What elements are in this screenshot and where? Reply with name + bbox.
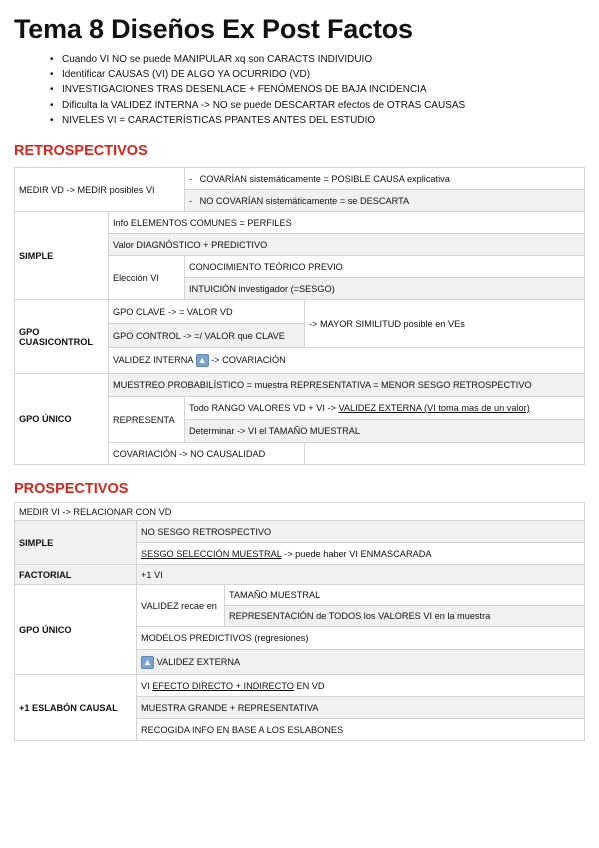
bullet-item: • Dificulta la VALIDEZ INTERNA -> NO se puede DESCARTAR efectos de OTRAS CAUSAS xyxy=(50,98,465,113)
page-title: Tema 8 Diseños Ex Post Factos xyxy=(14,14,413,44)
bullet-item: • NIVELES VI = CARACTERÍSTICAS PPANTES ANTES DEL ESTUDIO xyxy=(50,113,465,128)
cell-covariacion-no-causal: COVARIACIÓN -> NO CAUSALIDAD xyxy=(109,443,305,465)
validez-externa-text: VALIDEZ EXTERNA xyxy=(156,656,241,667)
cell-todo-rango xyxy=(185,397,585,420)
cell-simple-2: Valor DIAGNÓSTICO + PREDICTIVO xyxy=(109,234,585,256)
no-covarian-text: NO COVARÍAN sistemáticamente = se DESCARTA xyxy=(199,195,410,206)
cell-eleccion-vi: Elección VI xyxy=(109,256,185,300)
cell-muestra-grande: MUESTRA GRANDE + REPRESENTATIVA xyxy=(137,697,585,719)
cell-no-covarian: - NO COVARÍAN sistemáticamente = se DESCARTA xyxy=(185,190,585,212)
cell-covarian: - COVARÍAN sistemáticamente = POSIBLE CAUSA explicativa xyxy=(185,168,585,190)
row-label-cuasicontrol: GPO CUASICONTROL xyxy=(15,300,109,374)
retrospectivos-table xyxy=(14,167,585,465)
row-label-factorial: FACTORIAL xyxy=(15,565,137,585)
cell-mayor-similitud: -> MAYOR SIMILITUD posible en VEs xyxy=(305,300,585,348)
arrow-up-icon: ▲ xyxy=(141,656,154,669)
row-label-eslabon-causal: +1 ESLABÓN CAUSAL xyxy=(15,675,137,741)
cell-representacion: REPRESENTACIÓN de TODOS los VALORES VI en la muestra xyxy=(225,606,585,627)
cell-representa: REPRESENTA xyxy=(109,397,185,443)
covariacion-text: -> COVARIACIÓN xyxy=(211,354,286,365)
cell-modelos-predictivos: MODELOS PREDICTIVOS (regresiones) xyxy=(137,627,585,650)
validez-interna-text: VALIDEZ INTERNA xyxy=(113,354,193,365)
todo-rango-text: Todo RANGO VALORES VD + VI -> xyxy=(189,403,336,413)
cell-gpo-control: GPO CONTROL -> =/ VALOR que CLAVE xyxy=(109,324,305,348)
bullet-item: • Identificar CAUSAS (VI) DE ALGO YA OCURRIDO (VD) xyxy=(50,67,465,82)
vi-text: VI xyxy=(141,680,150,691)
cell-determinar: Determinar -> VI el TAMAÑO MUESTRAL xyxy=(185,420,585,443)
efecto-directo-text: EFECTO DIRECTO + INDIRECTO xyxy=(152,680,294,691)
row-label-simple: SIMPLE xyxy=(15,521,137,565)
sesgo-seleccion-text: SESGO SELECCIÓN MUESTRAL xyxy=(141,548,282,559)
cell-gpo-clave: GPO CLAVE -> = VALOR VD xyxy=(109,300,305,324)
cell-validez-recae: VALIDEZ recae en xyxy=(137,585,225,627)
cell-validez-externa xyxy=(137,650,585,675)
cell-sesgo-seleccion xyxy=(137,543,585,565)
cell-tamano-muestral: TAMAÑO MUESTRAL xyxy=(225,585,585,606)
cell-simple-1: Info ELEMENTOS COMUNES = PERFILES xyxy=(109,212,585,234)
row-label-gpo-unico: GPO ÚNICO xyxy=(15,374,109,465)
intro-bullet-list xyxy=(50,52,465,128)
retrospectivos-heading: RETROSPECTIVOS xyxy=(14,143,148,159)
cell-muestreo: MUESTREO PROBABILÍSTICO = muestra REPRESENTATIVA = MENOR SESGO RETROSPECTIVO xyxy=(109,374,585,397)
cell-intuicion: INTUICIÓN investigador (=SESGO) xyxy=(185,278,585,300)
cell-validez-interna xyxy=(109,348,585,374)
covarian-text: COVARÍAN sistemáticamente = POSIBLE CAUSA explicativa xyxy=(199,173,450,184)
row-label-simple: SIMPLE xyxy=(15,212,109,300)
cell-recogida-info: RECOGIDA INFO EN BASE A LOS ESLABONES xyxy=(137,719,585,741)
en-vd-text: EN VD xyxy=(296,680,325,691)
arrow-up-icon: ▲ xyxy=(196,354,209,367)
cell-no-sesgo: NO SESGO RETROSPECTIVO xyxy=(137,521,585,543)
bullet-item: • INVESTIGACIONES TRAS DESENLACE + FENÓMENOS DE BAJA INCIDENCIA xyxy=(50,82,465,97)
enmascarada-text: -> puede haber VI ENMASCARADA xyxy=(284,548,432,559)
cell-medir-vi: MEDIR VI -> RELACIONAR CON VD xyxy=(15,503,585,521)
cell-medir-vd: MEDIR VD -> MEDIR posibles VI xyxy=(15,168,185,212)
validez-externa-text: VALIDEZ EXTERNA (VI toma mas de un valor) xyxy=(338,403,530,413)
prospectivos-table xyxy=(14,502,585,741)
cell-efecto xyxy=(137,675,585,697)
cell-mas-1-vi: +1 VI xyxy=(137,565,585,585)
prospectivos-heading: PROSPECTIVOS xyxy=(14,481,129,497)
cell-conocimiento: CONOCIMIENTO TEÓRICO PREVIO xyxy=(185,256,585,278)
row-label-gpo-unico: GPO ÚNICO xyxy=(15,585,137,675)
bullet-item: • Cuando VI NO se puede MANIPULAR xq son CARACTS INDIVIDUIO xyxy=(50,52,465,67)
